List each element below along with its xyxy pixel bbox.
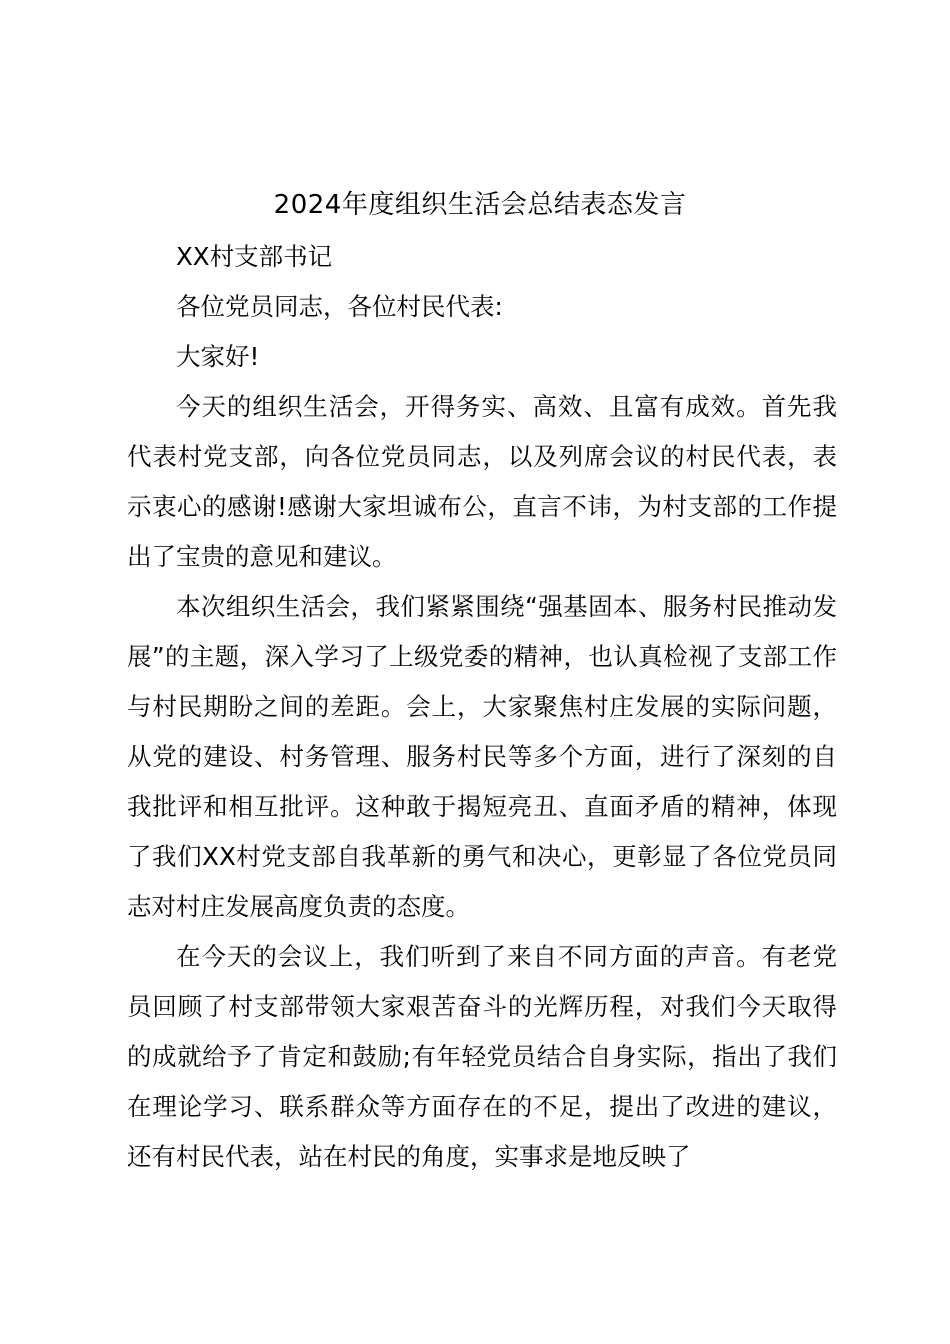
paragraph-3: 在今天的会议上，我们听到了来自不同方面的声音。有老党员回顾了村支部带领大家艰苦奋斗的光辉历程，对我们今天取得的成就给予了肯定和鼓励;有年轻党员结合自身实际，指出了我们在理论学习、联系群众等方面存在的不足，提出了改进的建议，还有村民代表，站在村民的角度，实事求是地反映了: [127, 942, 837, 1171]
greeting: 大家好!: [176, 342, 260, 371]
document-title: 2024年度组织生活会总结表态发言: [273, 190, 687, 220]
salutation: 各位党员同志，各位村民代表:: [176, 292, 503, 321]
author-line: XX村支部书记: [176, 242, 333, 271]
paragraph-1: 今天的组织生活会，开得务实、高效、且富有成效。首先我代表村党支部，向各位党员同志，以及列席会议的村民代表，表示衷心的感谢!感谢大家坦诚布公，直言不讳，为村支部的工作提出了宝贵的意见和建议。: [127, 392, 837, 571]
document-body: [127, 232, 837, 1182]
paragraph-2: 本次组织生活会，我们紧紧围绕“强基固本、服务村民推动发展”的主题，深入学习了上级党委的精神，也认真检视了支部工作与村民期盼之间的差距。会上，大家聚焦村庄发展的实际问题，从党的建设、村务管理、服务村民等多个方面，进行了深刻的自我批评和相互批评。这种敢于揭短亮丑、直面矛盾的精神，体现了我们XX村党支部自我革新的勇气和决心，更彰显了各位党员同志对村庄发展高度负责的态度。: [127, 592, 837, 921]
